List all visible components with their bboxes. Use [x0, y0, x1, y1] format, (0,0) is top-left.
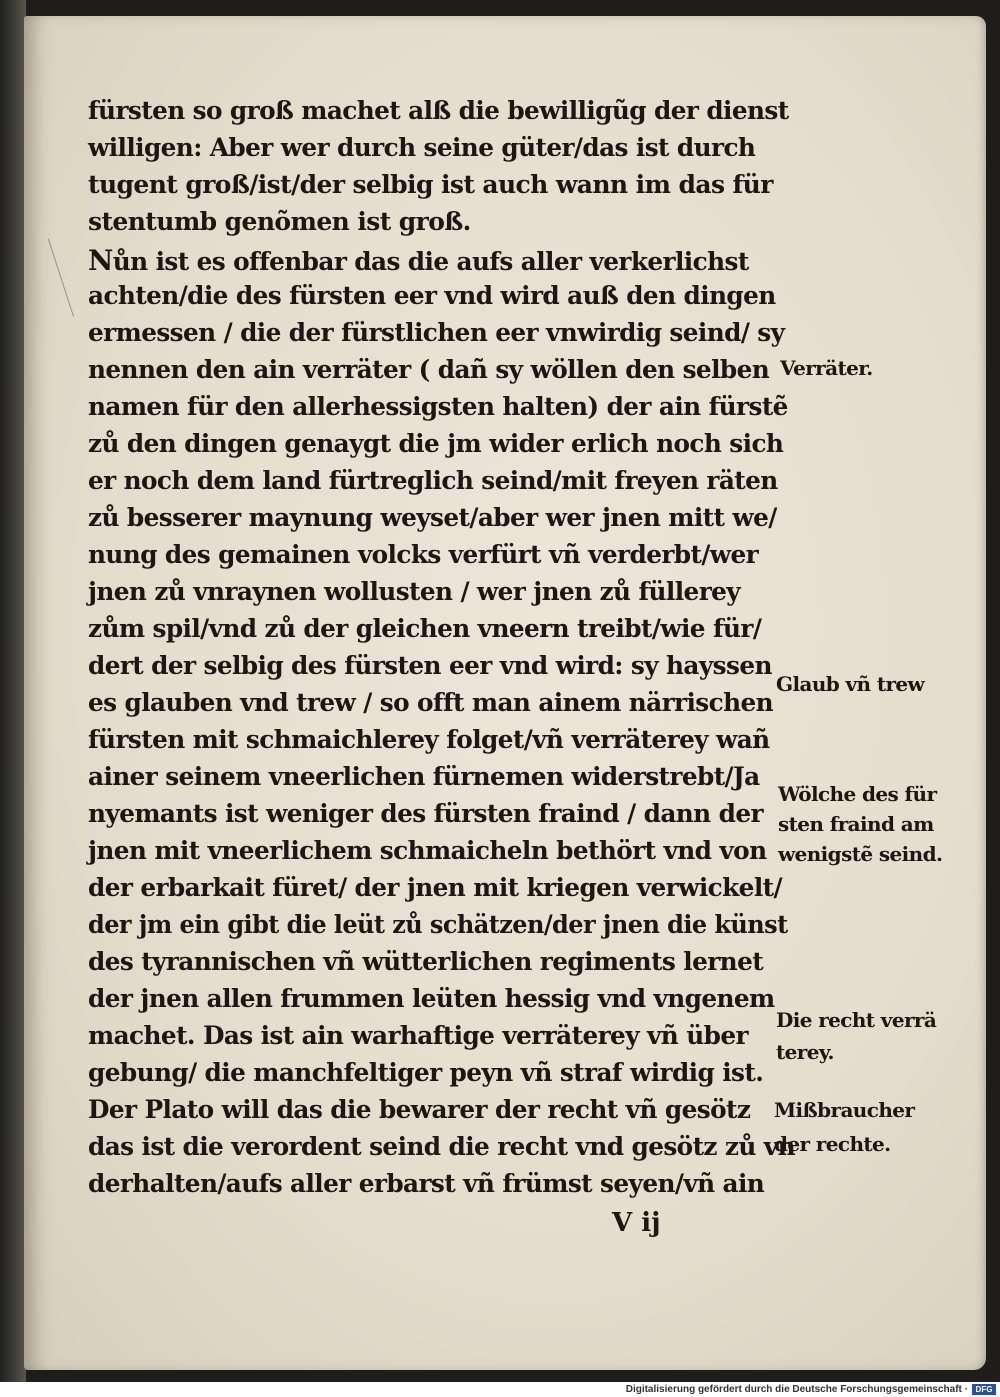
text-line: es glauben vnd trew / so offt man ainem närrischen [88, 688, 774, 717]
text-line: fürsten so groß machet alß die bewilligũg der dienst [88, 96, 789, 125]
pencil-mark [48, 233, 91, 317]
margin-note-recht-2: terey. [776, 1040, 834, 1064]
text-line: stentumb genõmen ist groß. [88, 207, 471, 236]
text-line: dert der selbig des fürsten eer vnd wird: sy hayssen [88, 651, 772, 680]
dfg-logo: DFG [972, 1384, 996, 1395]
text-line: nyemants ist weniger des fürsten fraind / dann der [88, 799, 763, 828]
text-line: jnen zů vnraynen wollusten / wer jnen zů füllerey [88, 577, 741, 606]
text-line: namen für den allerhessigsten halten) der ain fürstẽ [88, 392, 788, 421]
text-line: derhalten/aufs aller erbarst vñ frümst seyen/vñ ain [88, 1169, 765, 1198]
text-line: nung des gemainen volcks verfürt vñ verderbt/wer [88, 540, 759, 569]
text-line: er noch dem land fürtreglich seind/mit freyen räten [88, 466, 778, 495]
text-line: zů den dingen genaygt die jm wider erlich noch sich [88, 429, 784, 458]
footer-credit: Digitalisierung gefördert durch die Deutsche Forschungsgemeinschaft · [625, 1384, 968, 1395]
text-line: zů besserer maynung weyset/aber wer jnen mitt we/ [88, 503, 777, 532]
text-line: der erbarkait füret/ der jnen mit kriegen verwickelt/ [88, 873, 782, 902]
margin-note-glaub: Glaub vñ trew [776, 672, 925, 696]
margin-note-woelche-3: wenigstẽ seind. [778, 842, 943, 866]
text-line: Nůn ist es offenbar das die aufs aller verkerlichst [88, 244, 749, 277]
text-line: der jm ein gibt die leüt zů schätzen/der jnen die künst [88, 910, 788, 939]
book-spine [0, 0, 26, 1382]
text-line: gebung/ die manchfeltiger peyn vñ straf wirdig ist. [88, 1058, 764, 1087]
margin-note-woelche-1: Wölche des für [778, 782, 937, 806]
margin-note-missbrauch-2: der rechte. [774, 1132, 891, 1156]
text-line: das ist die verordent seind die recht vnd gesötz zů vn [88, 1132, 795, 1161]
text-line: ermessen / die der fürstlichen eer vnwirdig seind/ sy [88, 318, 785, 347]
signature-mark: V ij [612, 1208, 661, 1238]
text-line: achten/die des fürsten eer vnd wird auß den dingen [88, 281, 776, 310]
margin-note-verraeter: Verräter. [780, 356, 873, 380]
text-line: Der Plato will das die bewarer der recht vñ gesötz [88, 1095, 751, 1124]
text-line: tugent groß/ist/der selbig ist auch wann im das für [88, 170, 773, 199]
text-line: nennen den ain verräter ( dañ sy wöllen den selben [88, 355, 770, 384]
footer-bar [0, 1382, 1000, 1397]
text-line: ainer seinem vneerlichen fürnemen widerstrebt/Ja [88, 762, 760, 791]
margin-note-missbrauch-1: Mißbraucher [774, 1098, 915, 1122]
margin-note-recht-1: Die recht verrä [776, 1008, 937, 1032]
text-line: zům spil/vnd zů der gleichen vneern treibt/wie für/ [88, 614, 762, 643]
text-line: willigen: Aber wer durch seine güter/das ist durch [88, 133, 756, 162]
text-line: der jnen allen frummen leüten hessig vnd vngenem [88, 984, 775, 1013]
text-line: jnen mit vneerlichem schmaicheln bethört vnd von [88, 836, 767, 865]
text-line: machet. Das ist ain warhaftige verräterey vñ über [88, 1021, 748, 1050]
text-line: des tyrannischen vñ wütterlichen regiments lernet [88, 947, 764, 976]
margin-note-woelche-2: sten fraind am [778, 812, 934, 836]
text-line: fürsten mit schmaichlerey folget/vñ verräterey wañ [88, 725, 770, 754]
